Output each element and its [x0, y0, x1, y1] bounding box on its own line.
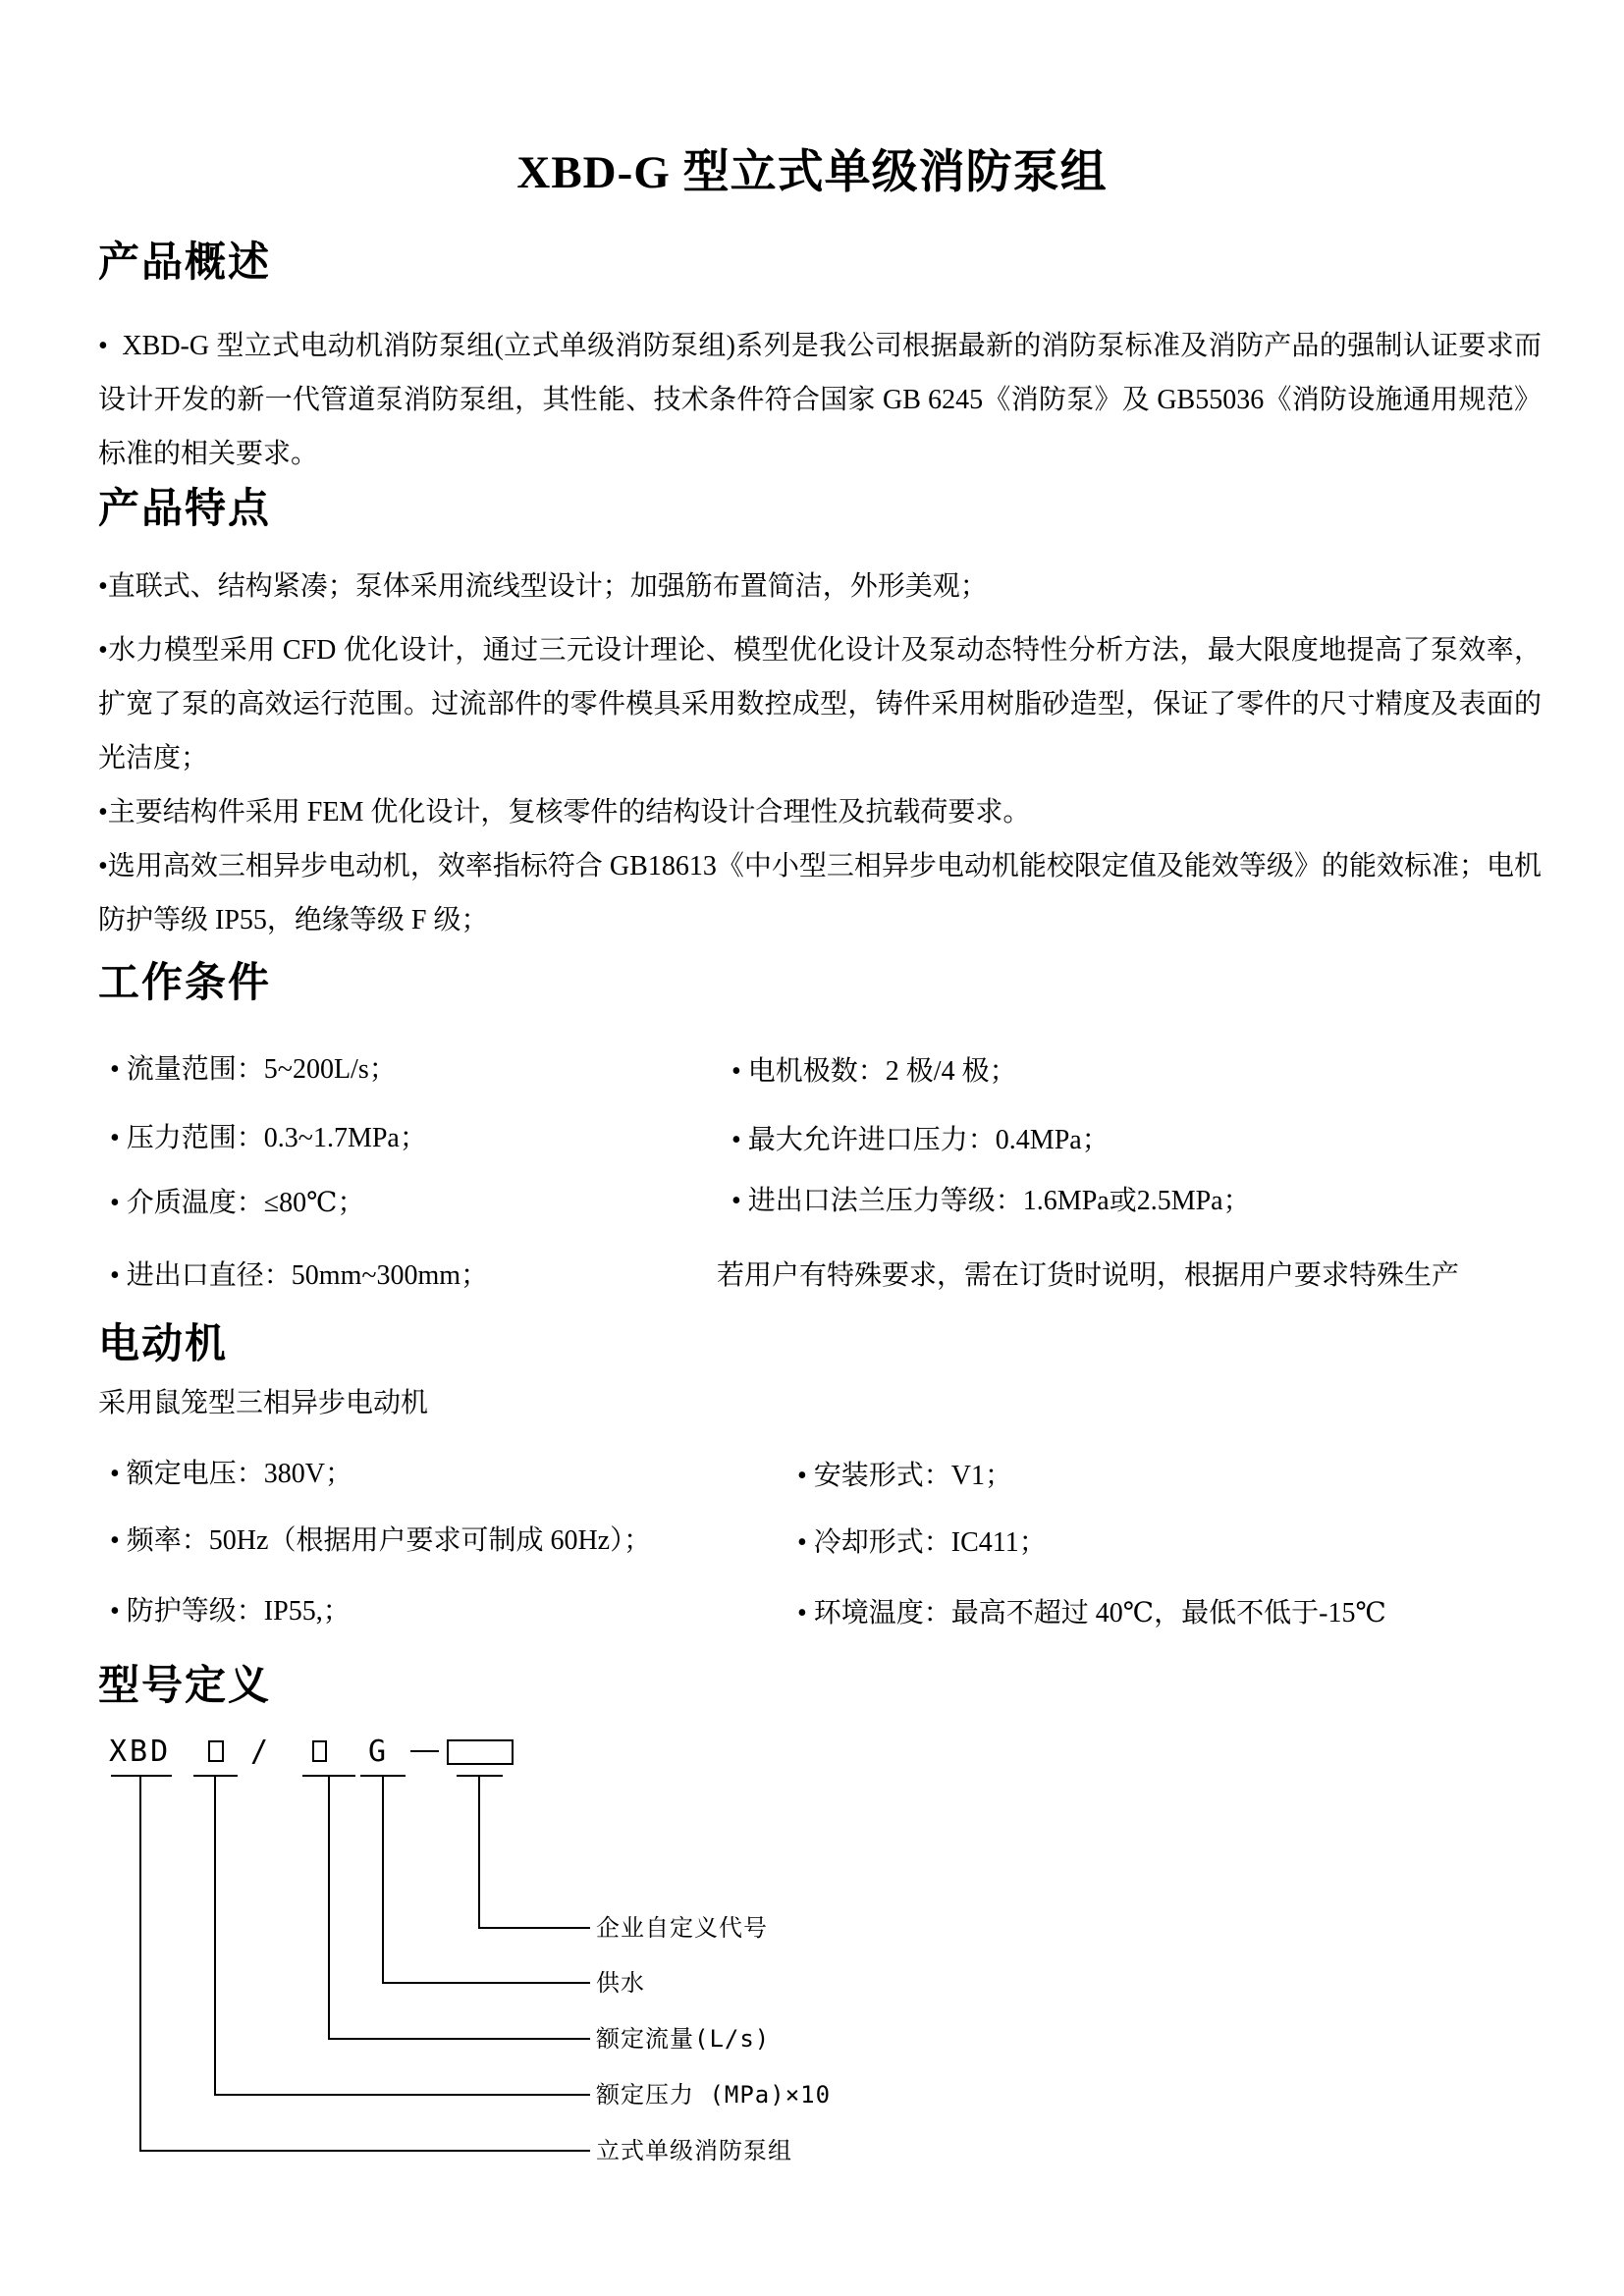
- condition-item: • 流量范围：5~200L/s；: [110, 1054, 397, 1085]
- feature-item: •水力模型采用 CFD 优化设计，通过三元设计理论、模型优化设计及泵动态特性分析方法，最大限度地提高了泵效率，扩宽了泵的高效运行范围。过流部件的零件模具采用数控成型，铸件采用树脂砂造型，保证了零件的尺寸精度及表面的光洁度；: [98, 635, 1542, 774]
- model-code-slash: /: [250, 1735, 272, 1769]
- motor-item: • 额定电压：380V；: [110, 1459, 353, 1489]
- conditions-note: 若用户有特殊要求，需在订货时说明，根据用户要求特殊生产: [717, 1260, 1460, 1291]
- model-blank-pressure-box: [208, 1740, 224, 1762]
- leader-line: [382, 1982, 590, 1984]
- condition-item: • 最大允许进口压力：0.4MPa；: [731, 1125, 1110, 1155]
- leader-line: [328, 1775, 330, 2038]
- model-blank-flow-box: [312, 1740, 327, 1762]
- motor-item: • 环境温度：最高不超过 40℃，最低不低于-15℃: [797, 1598, 1386, 1629]
- motor-item: • 安装形式：V1；: [797, 1461, 1013, 1491]
- leader-line: [328, 2038, 590, 2040]
- feature-item: •主要结构件采用 FEM 优化设计，复核零件的结构设计合理性及抗载荷要求。: [98, 797, 1031, 828]
- feature-item: •选用高效三相异步电动机，效率指标符合 GB18613《中小型三相异步电动机能校限定值及能效等级》的能效标准；电机防护等级 IP55，绝缘等级 F 级；: [98, 851, 1542, 935]
- leader-line: [214, 2094, 590, 2096]
- condition-item: • 介质温度：≤80℃；: [110, 1188, 365, 1218]
- leader-line: [139, 1775, 141, 2150]
- model-dash: [410, 1750, 439, 1752]
- motor-item: • 防护等级：IP55,；: [110, 1596, 351, 1627]
- section-heading-conditions: 工作条件: [98, 961, 272, 1006]
- section-heading-motor: 电动机: [98, 1322, 229, 1367]
- page-title: XBD-G 型立式单级消防泵组: [516, 147, 1108, 198]
- feature-item: •直联式、结构紧凑；泵体采用流线型设计；加强筋布置简洁，外形美观；: [98, 571, 988, 602]
- leader-line: [382, 1775, 384, 1982]
- model-custom-code-box: [447, 1739, 514, 1765]
- model-code-letter: G: [368, 1735, 390, 1769]
- leader-line: [139, 2150, 590, 2152]
- motor-intro: 采用鼠笼型三相异步电动机: [98, 1388, 429, 1418]
- leader-line: [478, 1775, 480, 1927]
- underline: [111, 1775, 172, 1777]
- condition-item: • 电机极数：2 极/4 极；: [731, 1056, 1017, 1087]
- model-label-rated-flow: 额定流量(L/s): [596, 2025, 771, 2053]
- motor-item: • 频率：50Hz（根据用户要求可制成 60Hz）；: [110, 1525, 652, 1556]
- leader-line: [214, 1775, 216, 2094]
- leader-line: [478, 1927, 590, 1929]
- overview-paragraph: • XBD-G 型立式电动机消防泵组(立式单级消防泵组)系列是我公司根据最新的消防泵标准及消防产品的强制认证要求而设计开发的新一代管道泵消防泵组，其性能、技术条件符合国家 GB 6245《消防泵》及 GB55036《消防设施通用规范》标准的相关要求。: [98, 331, 1542, 469]
- model-label-custom-code: 企业自定义代号: [596, 1914, 768, 1942]
- section-heading-features: 产品特点: [98, 487, 272, 532]
- model-definition-diagram: [0, 1728, 1624, 2189]
- section-heading-overview: 产品概述: [98, 240, 272, 286]
- condition-item: • 进出口法兰压力等级：1.6MPa或2.5MPa；: [731, 1186, 1251, 1216]
- condition-item: • 进出口直径：50mm~300mm；: [110, 1260, 489, 1291]
- model-label-rated-pressure: 额定压力 (MPa)×10: [596, 2081, 832, 2109]
- model-code-prefix: XBD: [109, 1735, 172, 1769]
- section-heading-model: 型号定义: [98, 1664, 272, 1709]
- condition-item: • 压力范围：0.3~1.7MPa；: [110, 1123, 427, 1153]
- motor-item: • 冷却形式：IC411；: [797, 1527, 1047, 1558]
- model-label-water-supply: 供水: [596, 1969, 645, 1997]
- model-label-pump-type: 立式单级消防泵组: [596, 2137, 792, 2164]
